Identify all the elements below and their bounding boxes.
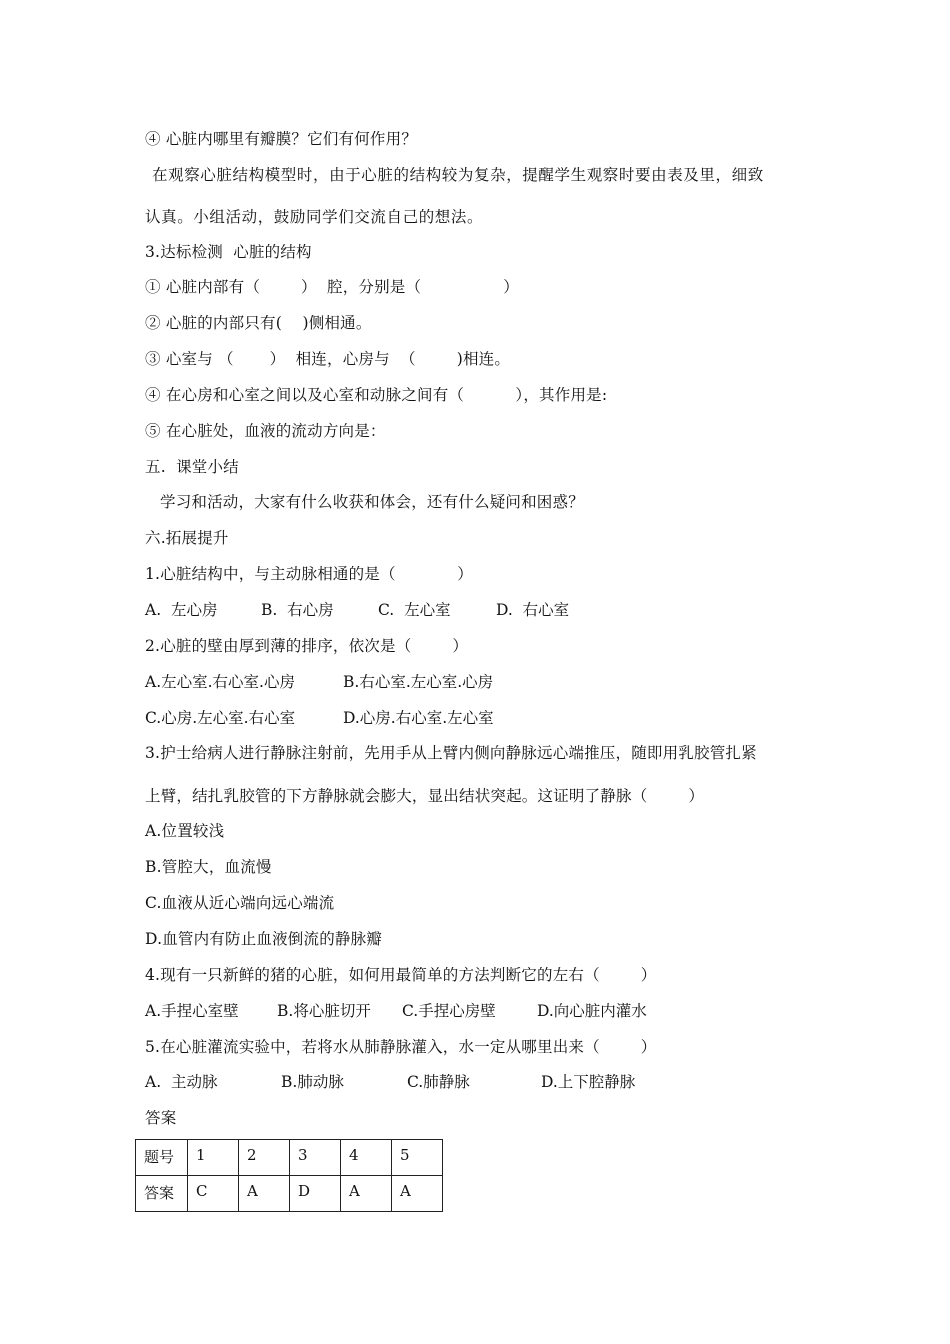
option-d: D.心房.右心室.左心室 [343,709,494,727]
option-c: C.手捏心房壁 [402,1002,496,1020]
question-5: 5.在心脏灌流实验中，若将水从肺静脉灌入，水一定从哪里出来（ ） [145,1038,657,1056]
answer-title: 答案 [145,1109,177,1127]
table-cell: 4 [341,1140,392,1176]
table-cell: A [239,1176,290,1212]
section-heading-extension: 六.拓展提升 [145,529,229,547]
option-b: B. 右心房 [261,601,334,619]
table-cell: 题号 [136,1140,188,1176]
option-c: C.肺静脉 [407,1073,470,1091]
question-3: 3.护士给病人进行静脉注射前，先用手从上臂内侧向静脉远心端推压，随即用乳胶管扎紧 [145,744,757,762]
table-row [136,1176,443,1212]
question-3-option-c: C.血液从近心端向远心端流 [145,894,335,912]
option-c: C. 左心室 [378,601,451,619]
question-1: 1.心脏结构中，与主动脉相通的是（ ） [145,565,473,583]
question-3-option-d: D.血管内有防止血液倒流的静脉瓣 [145,930,383,948]
table-cell: C [188,1176,239,1212]
table-cell: 1 [188,1140,239,1176]
question-valves: ④ 心脏内哪里有瓣膜？它们有何作用？ [145,130,418,148]
table-cell: 3 [290,1140,341,1176]
option-d: D.上下腔静脉 [541,1073,636,1091]
question-3-option-b: B.管腔大，血流慢 [145,858,272,876]
question-4: 4.现有一只新鲜的猪的心脏，如何用最简单的方法判断它的左右（ ） [145,966,657,984]
option-a: A.手捏心室壁 [145,1002,239,1020]
table-cell: 答案 [136,1176,188,1212]
table-cell: A [392,1176,443,1212]
table-cell: 2 [239,1140,290,1176]
section-heading-summary: 五. 课堂小结 [145,458,239,476]
check-item-2: ② 心脏的内部只有( )侧相通。 [145,314,372,332]
summary-text: 学习和活动，大家有什么收获和体会，还有什么疑问和困惑？ [160,493,584,511]
question-2: 2.心脏的壁由厚到薄的排序，依次是（ ） [145,637,469,655]
option-a: A. 主动脉 [145,1073,218,1091]
question-3-cont: 上臂，结扎乳胶管的下方静脉就会膨大，显出结状突起。这证明了静脉（ ） [145,787,705,805]
table-row [136,1140,443,1176]
option-d: D. 右心室 [496,601,570,619]
check-item-3: ③ 心室与 （ ） 相连，心房与 （ )相连。 [145,350,511,368]
table-cell: 5 [392,1140,443,1176]
paragraph-observation: 在观察心脏结构模型时，由于心脏的结构较为复杂，提醒学生观察时要由表及里，细致 [152,166,764,184]
option-b: B.将心脏切开 [277,1002,371,1020]
option-a: A. 左心房 [145,601,218,619]
question-3-option-a: A.位置较浅 [145,822,225,840]
check-item-1: ① 心脏内部有（ ） 腔，分别是（ ） [145,278,519,296]
paragraph-observation-cont: 认真。小组活动，鼓励同学们交流自己的想法。 [145,208,484,226]
table-cell: A [341,1176,392,1212]
section-heading-check: 3.达标检测 心脏的结构 [145,243,312,261]
check-item-4: ④ 在心房和心室之间以及心室和动脉之间有（ ），其作用是: [145,386,608,404]
option-d: D.向心脏内灌水 [537,1002,647,1020]
table-cell: D [290,1176,341,1212]
option-c: C.心房.左心室.右心室 [145,709,296,727]
check-item-5: ⑤ 在心脏处，血液的流动方向是： [145,422,386,440]
option-a: A.左心室.右心室.心房 [145,673,295,691]
option-b: B.右心室.左心室.心房 [343,673,494,691]
answer-table [135,1139,443,1212]
option-b: B.肺动脉 [281,1073,344,1091]
